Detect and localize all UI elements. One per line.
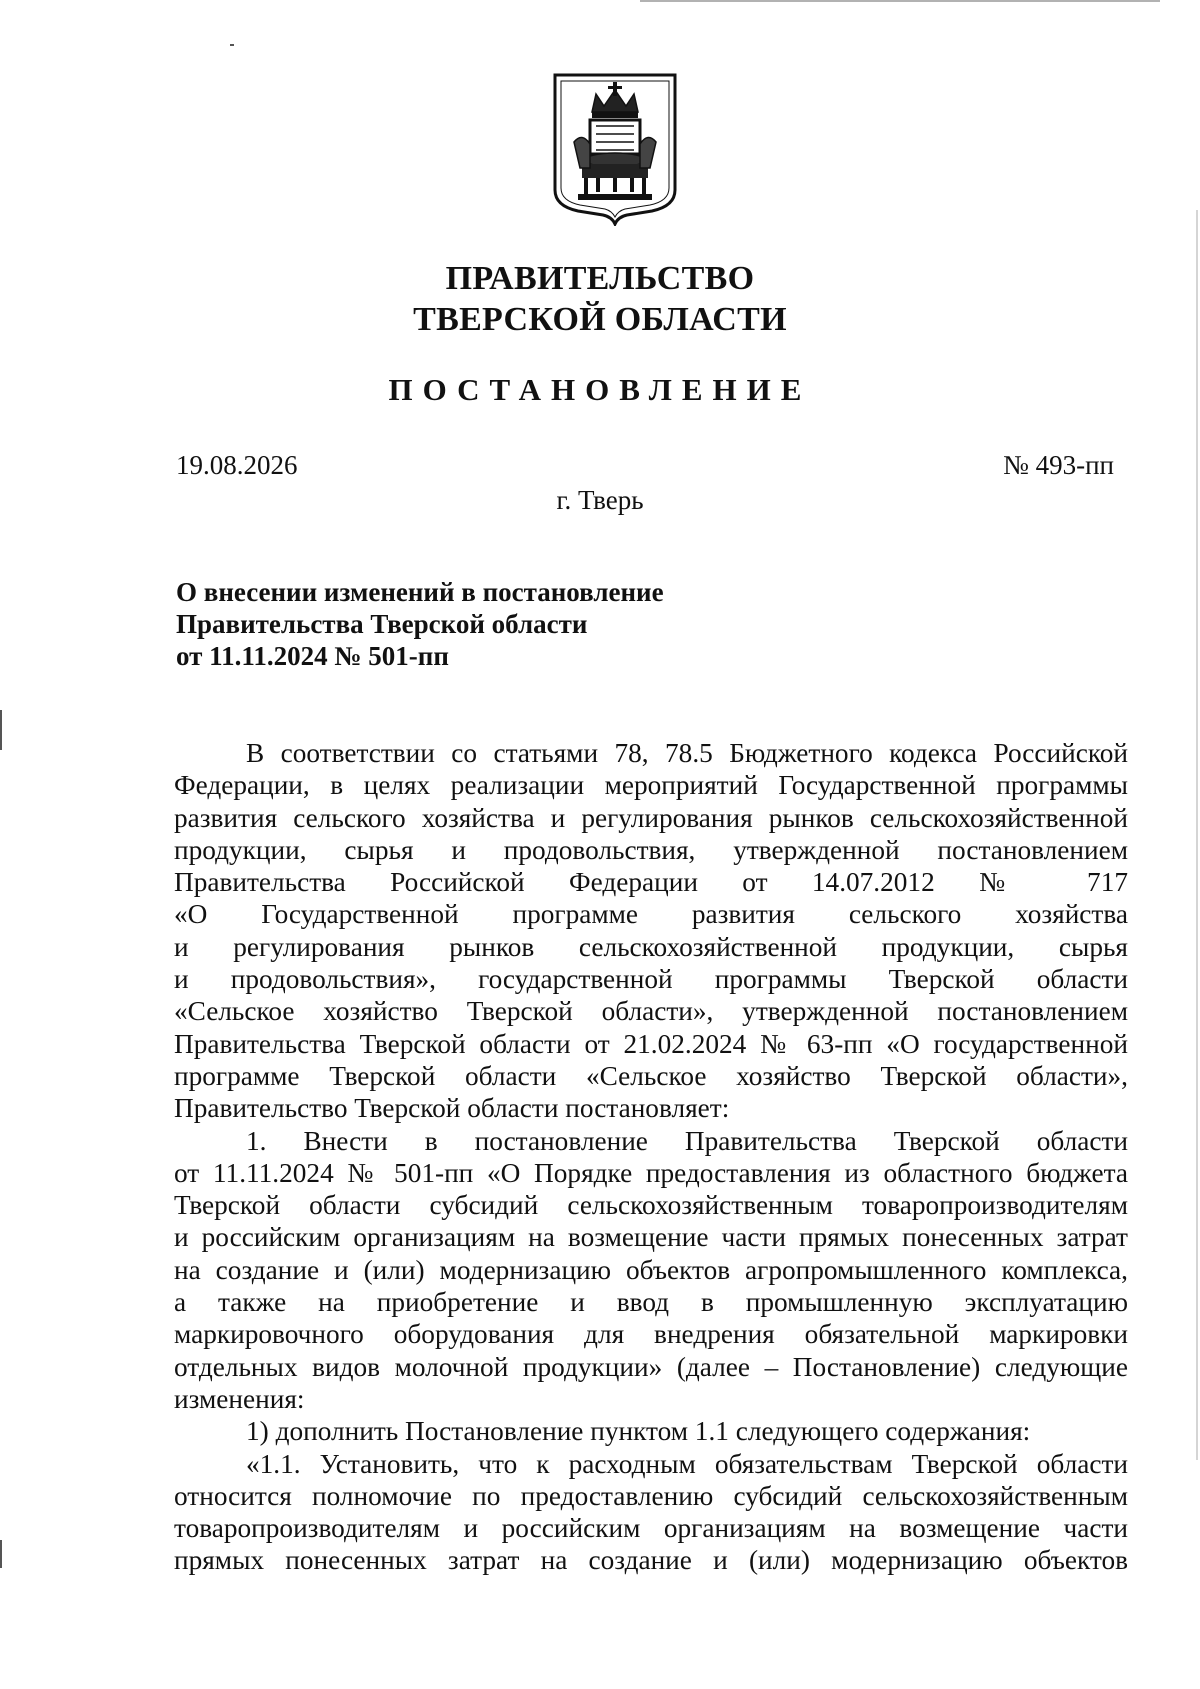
body-line: программе Тверской области «Сельское хозяйство Тверской области»,	[174, 1060, 1128, 1091]
document-subject	[176, 576, 664, 672]
coat-of-arms-emblem	[552, 72, 678, 226]
body-line: от 11.11.2024 № 501-пп «О Порядке предоставления из областного бюджета	[174, 1157, 1128, 1188]
body-line: на создание и (или) модернизацию объектов агропромышленного комплекса,	[174, 1254, 1128, 1285]
body-line: развития сельского хозяйства и регулирования рынков сельскохозяйственной	[174, 802, 1128, 833]
document-type-title: ПОСТАНОВЛЕНИЕ	[388, 372, 812, 407]
body-line: и регулирования рынков сельскохозяйственной продукции, сырья	[174, 931, 1128, 962]
body-line: В соответствии со статьями 78, 78.5 Бюджетного кодекса Российской	[246, 738, 1128, 768]
document-date: 19.08.2026	[176, 450, 298, 480]
subject-line: Правительства Тверской области	[176, 609, 588, 639]
organization-name-line-1: ПРАВИТЕЛЬСТВО	[445, 260, 755, 297]
body-line: изменения:	[174, 1383, 305, 1414]
organization-name-line-2: ТВЕРСКОЙ ОБЛАСТИ	[413, 301, 787, 338]
body-line: и российским организациям на возмещение части прямых понесенных затрат	[174, 1222, 1128, 1253]
body-line: Федерации, в целях реализации мероприятий Государственной программы	[174, 770, 1128, 801]
body-line: 1) дополнить Постановление пунктом 1.1 следующего содержания:	[246, 1416, 1031, 1447]
body-line: продукции, сырья и продовольствия, утвержденной постановлением	[174, 834, 1128, 865]
body-line: товаропроизводителям и российским организациям на возмещение части	[174, 1513, 1128, 1544]
body-line: прямых понесенных затрат на создание и (или) модернизацию объектов	[174, 1545, 1128, 1576]
body-line: отдельных видов молочной продукции» (далее – Постановление) следующие	[174, 1351, 1128, 1382]
scan-speck	[0, 1540, 2, 1568]
body-line: Правительство Тверской области постановляет:	[174, 1093, 730, 1124]
scan-speck	[0, 710, 2, 750]
scan-artifact-top-line	[640, 0, 1160, 2]
body-line: Правительства Тверской области от 21.02.2024 № 63-пп «О государственной	[174, 1028, 1128, 1059]
body-line: маркировочного оборудования для внедрения обязательной маркировки	[174, 1319, 1128, 1350]
body-line: Правительства Российской Федерации от 14.07.2012 № 717	[174, 867, 1128, 898]
document-number: № 493-пп	[1003, 450, 1114, 480]
document-body-text	[174, 737, 1128, 1577]
body-line: и продовольствия», государственной программы Тверской области	[174, 964, 1128, 995]
subject-line: О внесении изменений в постановление	[176, 577, 664, 607]
subject-line: от 11.11.2024 № 501-пп	[176, 641, 449, 671]
body-line: Тверской области субсидий сельскохозяйственным товаропроизводителям	[174, 1190, 1128, 1221]
body-line: «Сельское хозяйство Тверской области», утвержденной постановлением	[174, 996, 1128, 1027]
body-line: 1. Внести в постановление Правительства Тверской области	[246, 1125, 1128, 1156]
body-line: относится полномочие по предоставлению субсидий сельскохозяйственным	[174, 1480, 1128, 1511]
body-line: «О Государственной программе развития сельского хозяйства	[174, 899, 1128, 930]
scan-speck	[230, 44, 234, 46]
body-line: «1.1. Установить, что к расходным обязательствам Тверской области	[246, 1448, 1128, 1479]
document-city: г. Тверь	[556, 485, 644, 515]
body-line: а также на приобретение и ввод в промышленную эксплуатацию	[174, 1287, 1128, 1318]
